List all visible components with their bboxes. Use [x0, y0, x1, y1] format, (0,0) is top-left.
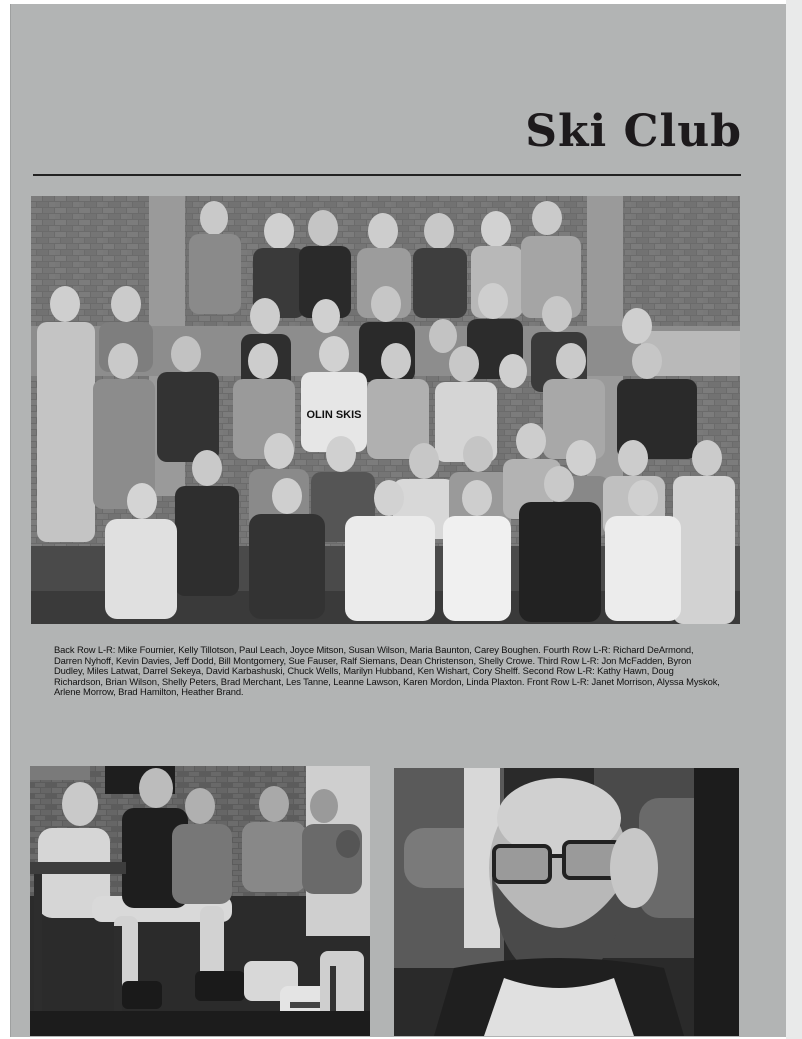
portrait-photo-image	[394, 768, 739, 1036]
shirt-text: OLIN SKIS	[306, 409, 362, 421]
title-rule	[33, 174, 741, 176]
candid-photo-lounge	[30, 766, 370, 1036]
group-photo	[31, 196, 740, 624]
photo-caption: Back Row L-R: Mike Fournier, Kelly Tillotson, Paul Leach, Joyce Mitson, Susan Wilson, Maria Baunton, Carey Boughen. Fourth Row L-R: Richard DeArmond, Darren Nyhoff, Kevin Davies, Jeff Dodd, Bill Montgomery, Sue Fauser, Ralf Siemans, Dean Christenson, Shelly Crowe. Third Row L-R: Jon McFadden, Byron Dudley, Miles Latwat, Darrel Sekeya, David Karbashuski, Chuck Wells, Marilyn Hubband, Ken Wishart, Cory Shelff. Second Row L-R: Kathy Hawn, Doug Richardson, Brian Wilson, Shelly Peters, Brad Merchant, Les Tanne, Leanne Lawson, Karen Mordon, Linda Plaxton. Front Row L-R: Janet Morrison, Alyssa Myskok, Arlene Morrow, Brad Hamilton, Heather Brand.	[54, 644, 720, 698]
group-photo-image	[31, 196, 740, 624]
page-title: Ski Club	[525, 106, 742, 157]
candid-photo-lounge-image	[30, 766, 370, 1036]
page-edge	[786, 0, 802, 1039]
portrait-photo	[394, 768, 739, 1036]
